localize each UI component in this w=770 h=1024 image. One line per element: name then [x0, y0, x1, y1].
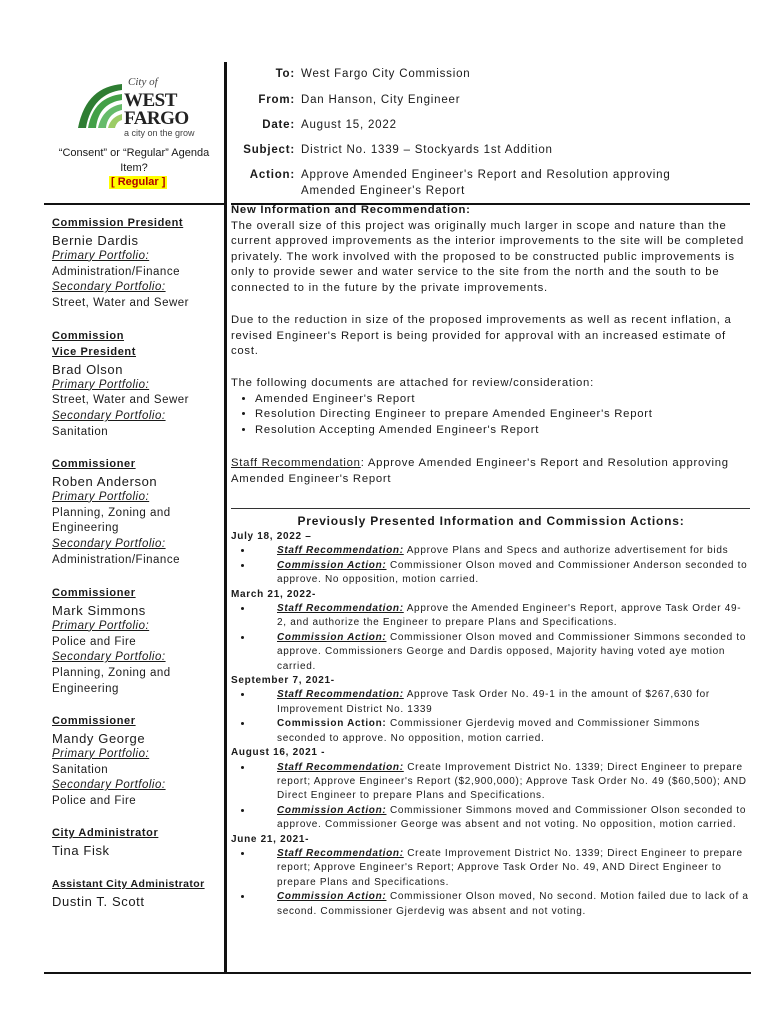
memo-date-label: Date: [262, 119, 295, 131]
action-label: Staff Recommendation: [277, 689, 404, 701]
memo-date-value: August 15, 2022 [301, 119, 397, 131]
action-text: Approve Task Order No. 49-1 in the amount of $267,630 for Improvement District No. 1339 [277, 689, 710, 715]
commissioner-block [52, 586, 224, 698]
action-text: Create Improvement District No. 1339; Direct Engineer to prepare report; Approve Engineer's Report ($2,900,000); Approve Task Order No. 49 ($60,500); AND Direct Engineer to prepare Plans and Specifications. [277, 761, 747, 802]
action-text: Create Improvement District No. 1339; Direct Engineer to prepare report; Approve Engineer's Report; Approve Task Order No. 49, AND Direct Engineer to prepare Plans and Specifications. [277, 847, 743, 888]
memo-action-label: Action: [249, 169, 295, 181]
memo-action-value: Approve Amended Engineer's Report and Resolution approving Amended Engineer's Report [301, 169, 671, 197]
administrator-name: Dustin T. Scott [52, 893, 145, 909]
logo-fargo: FARGO [124, 108, 189, 129]
memo-to [231, 66, 751, 82]
secondary-portfolio-label: Secondary Portfolio: [52, 651, 166, 664]
action-text: Approve the Amended Engineer's Report, approve Task Order 49-2, and authorize the Engineer to prepare Plans and Specifications. [277, 603, 742, 629]
memo-to-value: West Fargo City Commission [301, 68, 471, 80]
attachment-item: • Amended Engineer's Report [255, 392, 751, 408]
memo-to-label: To: [275, 68, 295, 80]
action-item [253, 717, 751, 746]
secondary-portfolio: Street, Water and Sewer [52, 297, 189, 310]
action-item [253, 890, 751, 919]
action-text: Commissioner Olson moved and Commissioner Simmons seconded to approve. Commissioners George and Dardis opposed, Majority having voted aye motion carried. [277, 631, 747, 672]
memo-from-value: Dan Hanson, City Engineer [301, 94, 461, 106]
agenda-type-question: “Consent” or “Regular” Agenda Item? [58, 147, 210, 174]
administrator-name: Tina Fisk [52, 842, 110, 858]
attachment-item: • Resolution Directing Engineer to prepare Amended Engineer's Report [255, 407, 751, 423]
action-text: Commissioner Gjerdevig moved and Commissioner Simmons seconded to approve. No opposition, motion carried. [277, 718, 700, 744]
memo-subject-value: District No. 1339 – Stockyards 1st Addition [301, 144, 553, 156]
secondary-portfolio: Administration/Finance [52, 553, 180, 566]
primary-portfolio-label: Primary Portfolio: [52, 490, 150, 503]
secondary-portfolio: Planning, Zoning and Engineering [52, 667, 171, 695]
agenda-type-answer: [ Regular ] [111, 176, 166, 188]
action-text: Commissioner Simmons moved and Commissioner Olson seconded to approve. Commissioner George was absent and not voting. No opposition, motion carried. [277, 804, 747, 831]
action-date: September 7, 2021- [231, 675, 335, 687]
action-text: Commissioner Olson moved and Commissioner Anderson seconded to approve. No opposition, motion carried. [277, 559, 748, 586]
memo-action [231, 167, 751, 199]
primary-portfolio: Sanitation [52, 763, 109, 776]
primary-portfolio-label: Primary Portfolio: [52, 249, 150, 262]
action-item [253, 602, 751, 631]
bottom-rule [44, 972, 751, 974]
attachments-list [231, 392, 751, 439]
commissioner-title: Commission President [52, 217, 184, 229]
action-date: July 18, 2022 – [231, 531, 312, 542]
attachments-intro: The following documents are attached for review/consideration: [231, 377, 594, 389]
commissioner-block [52, 457, 224, 569]
logo-tagline: a city on the grow [124, 128, 195, 138]
sidebar-rule [44, 203, 224, 205]
action-item [253, 544, 751, 558]
commissioner-title: Commissioner [52, 458, 136, 470]
commissioner-title: Commissioner [52, 587, 136, 599]
commissioner-title: Commissioner [52, 715, 136, 727]
action-date: August 16, 2021 - [231, 747, 326, 759]
new-information-section [231, 203, 751, 297]
memo-from [231, 92, 751, 108]
secondary-portfolio-label: Secondary Portfolio: [52, 281, 166, 294]
commissioner-name: Mandy George [52, 730, 146, 746]
secondary-portfolio: Police and Fire [52, 795, 137, 808]
commissioner-block [52, 216, 224, 312]
administrator-title: City Administrator [52, 827, 159, 839]
secondary-portfolio-label: Secondary Portfolio: [52, 410, 166, 423]
staff-recommendation-label: Staff Recommendation [231, 457, 361, 469]
column-divider [224, 62, 227, 972]
primary-portfolio: Street, Water and Sewer [52, 394, 189, 407]
action-label: Staff Recommendation: [277, 603, 404, 615]
action-date: March 21, 2022- [231, 588, 316, 600]
secondary-portfolio-label: Secondary Portfolio: [52, 538, 166, 551]
administrator-block [52, 877, 224, 910]
commissioner-name: Bernie Dardis [52, 232, 139, 248]
administrator-title: Assistant City Administrator [52, 878, 205, 890]
action-label: Staff Recommendation: [277, 761, 404, 773]
secondary-portfolio-label: Secondary Portfolio: [52, 779, 166, 792]
attachment-item: • Resolution Accepting Amended Engineer's Report [255, 423, 751, 439]
attachments-section [231, 376, 751, 438]
previous-section-rule [231, 508, 750, 509]
commissioner-name: Brad Olson [52, 361, 124, 377]
action-label: Staff Recommendation: [277, 847, 404, 859]
action-item [253, 631, 751, 674]
action-label: Staff Recommendation: [277, 545, 404, 557]
commissioner-block [52, 329, 224, 441]
staff-recommendation [231, 456, 751, 487]
memo-date [231, 117, 751, 133]
commissioner-name: Roben Anderson [52, 473, 158, 489]
primary-portfolio: Administration/Finance [52, 265, 180, 278]
administrator-block [52, 826, 224, 859]
commissioner-title: Commission Vice President [52, 330, 137, 358]
action-text: Commissioner Olson moved, No second. Motion failed due to lack of a second. Commissioner Gjerdevig was absent and not voting. [277, 891, 749, 917]
primary-portfolio-label: Primary Portfolio: [52, 747, 150, 760]
memo-subject-label: Subject: [243, 144, 295, 156]
action-label: Commission Action: [277, 631, 387, 643]
previous-actions-heading: Previously Presented Information and Commission Actions: [297, 514, 685, 528]
memo-subject [231, 142, 751, 158]
action-text: Approve Plans and Specs and authorize advertisement for bids [403, 545, 729, 557]
new-information-paragraph: The overall size of this project was originally much larger in scope and nature than the current approved improvements as the interior improvements to the site will be completed privately. The work involved with the proposed to be constructed public improvements is only to provide sewer and water service to the site from the north and the south to be connected to in the future by the private improvements. [231, 219, 745, 294]
commissioner-block [52, 714, 224, 810]
action-item [253, 847, 751, 890]
memo-from-label: From: [258, 94, 295, 106]
logo-west: WEST [124, 90, 177, 111]
primary-portfolio-label: Primary Portfolio: [52, 378, 150, 391]
action-date: June 21, 2021- [231, 833, 310, 845]
action-label: Commission Action: [277, 718, 387, 730]
new-information-heading: New Information and Recommendation: [231, 204, 471, 216]
primary-portfolio: Police and Fire [52, 635, 137, 648]
primary-portfolio: Planning, Zoning and Engineering [52, 506, 171, 535]
logo-city-of: City of [128, 76, 158, 88]
action-label: Commission Action: [277, 891, 387, 903]
action-item [253, 761, 751, 804]
primary-portfolio-label: Primary Portfolio: [52, 619, 150, 632]
staff-recommendation-text: : Approve Amended Engineer's Report and Resolution approving Amended Engineer's Report [231, 457, 729, 485]
new-information-paragraph-2: Due to the reduction in size of the proposed improvements as well as recent inflation, a revised Engineer's Report is being provided for approval with an increased estimate of cost. [231, 314, 732, 358]
action-label: Commission Action: [277, 804, 387, 816]
action-item [253, 559, 751, 588]
secondary-portfolio: Sanitation [52, 425, 109, 438]
previous-actions-list [231, 530, 751, 919]
action-label: Commission Action: [277, 559, 387, 571]
action-item [253, 804, 751, 833]
commissioner-name: Mark Simmons [52, 602, 146, 618]
action-item [253, 688, 751, 717]
